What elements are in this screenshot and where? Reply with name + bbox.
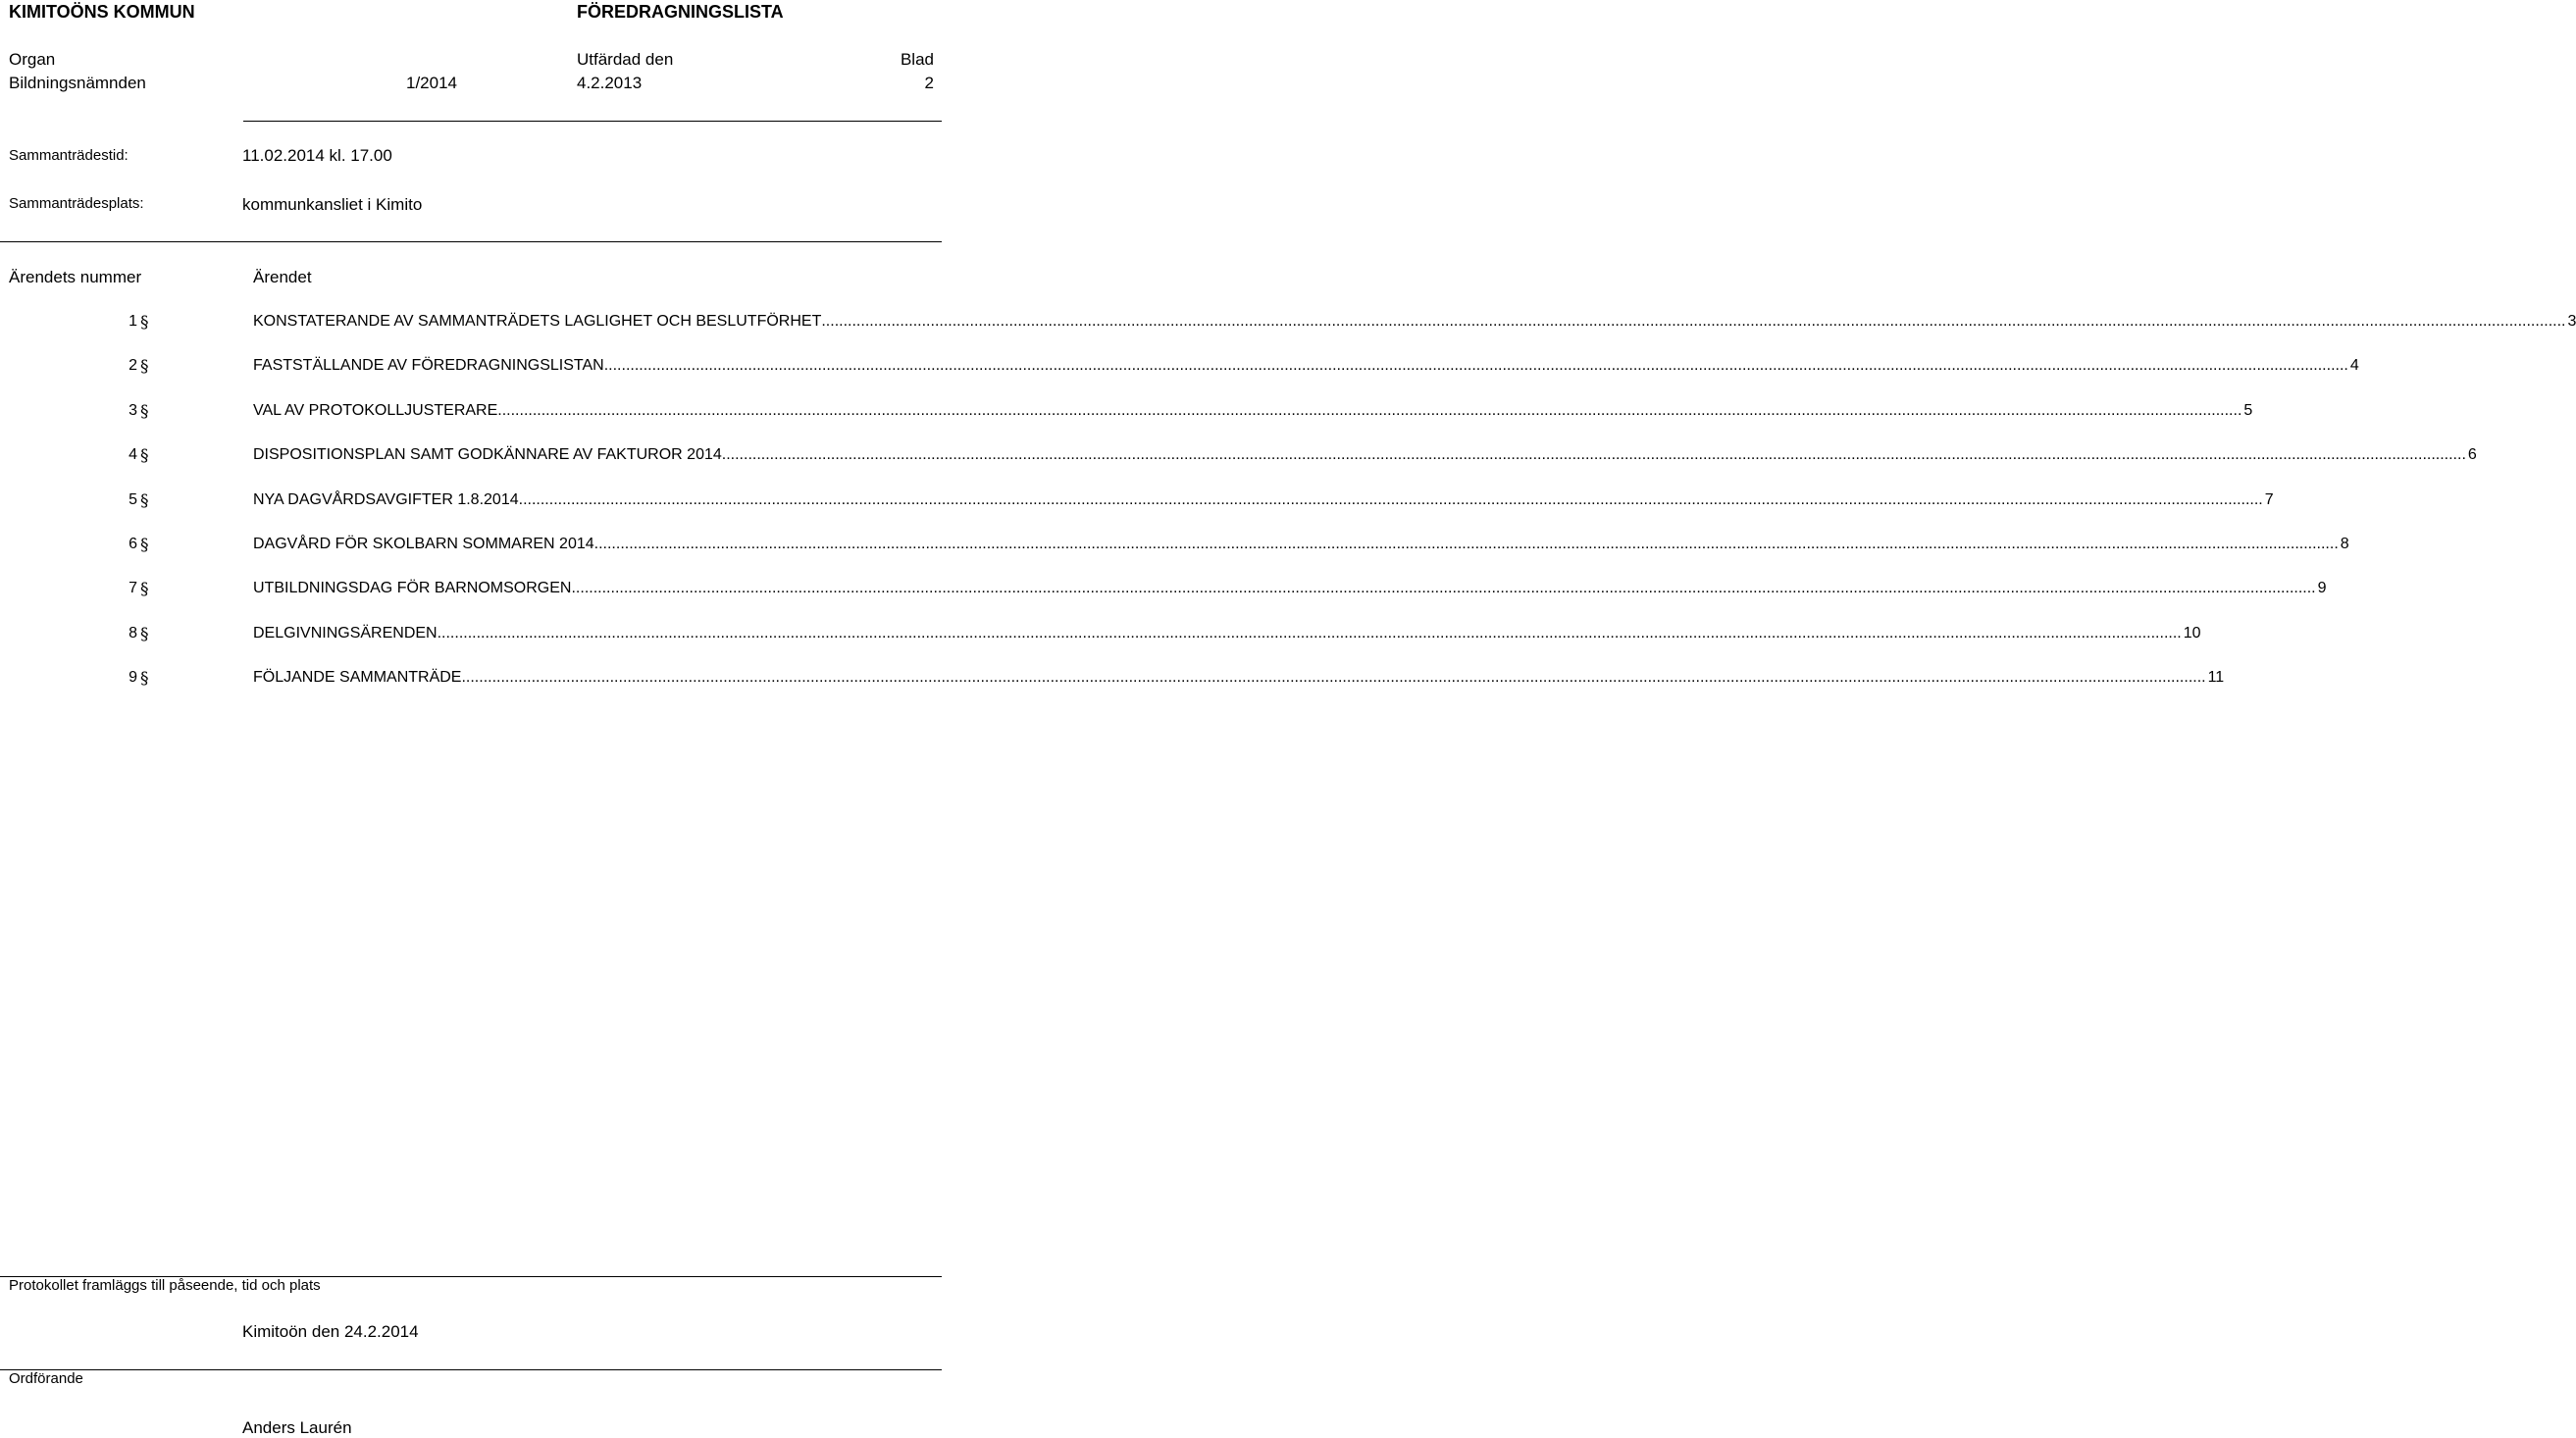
agenda-item	[0, 669, 2225, 693]
agenda-item-page: 10	[2183, 625, 2201, 642]
agenda-item-page: 5	[2243, 402, 2253, 419]
section-symbol: §	[140, 669, 149, 689]
agenda-item-title: KONSTATERANDE AV SAMMANTRÄDETS LAGLIGHET OCH BESLUTFÖRHET	[253, 313, 822, 330]
organ-value: Bildningsnämnden	[9, 74, 146, 92]
agenda-item-number: 9	[129, 669, 137, 686]
dot-leader: ................................................................................................................................................................................................................................................................................................................................................................................................................	[518, 491, 2263, 508]
agenda-item	[0, 357, 2359, 381]
issued-label: Utfärdad den	[577, 50, 674, 69]
agenda-item-title: FASTSTÄLLANDE AV FÖREDRAGNINGSLISTAN	[253, 357, 604, 374]
agenda-item	[0, 536, 2349, 559]
agenda-item-number: 7	[129, 580, 137, 596]
agenda-item-page: 9	[2317, 580, 2327, 596]
agenda-item-title: DELGIVNINGSÄRENDEN	[253, 625, 438, 642]
agenda-item-number: 4	[129, 446, 137, 463]
agenda-item	[0, 446, 2477, 470]
public-label: Protokollet framläggs till påseende, tid och plats	[9, 1277, 321, 1294]
agenda-item-page: 3	[2567, 313, 2576, 330]
dot-leader: ................................................................................................................................................................................................................................................................................................................................................................................................................	[461, 669, 2206, 686]
agenda-item-page: 4	[2349, 357, 2359, 374]
agenda-item-line	[253, 446, 2477, 464]
meeting-time-label: Sammanträdestid:	[9, 147, 129, 164]
agenda-item-title: FÖLJANDE SAMMANTRÄDE	[253, 669, 462, 686]
agenda-item-line	[253, 491, 2274, 509]
dot-leader: ................................................................................................................................................................................................................................................................................................................................................................................................................	[603, 357, 2348, 374]
public-value: Kimitoön den 24.2.2014	[242, 1322, 419, 1341]
meeting-number: 1/2014	[406, 74, 457, 92]
agenda-item-line	[253, 580, 2327, 597]
agenda-item	[0, 313, 2576, 336]
agenda-number-heading: Ärendets nummer	[9, 268, 142, 286]
agenda-item-number: 5	[129, 491, 137, 508]
agenda-item-page: 11	[2207, 669, 2225, 686]
section-symbol: §	[140, 446, 149, 466]
agenda-item	[0, 402, 2253, 426]
agenda-item-line	[253, 402, 2253, 420]
section-symbol: §	[140, 536, 149, 555]
dot-leader: ................................................................................................................................................................................................................................................................................................................................................................................................................	[721, 446, 2466, 463]
agenda-item	[0, 580, 2327, 603]
agenda-item-line	[253, 357, 2359, 375]
agenda-item-number: 8	[129, 625, 137, 642]
agenda-item-page: 8	[2340, 536, 2349, 552]
agenda-item-title: NYA DAGVÅRDSAVGIFTER 1.8.2014	[253, 491, 519, 508]
section-symbol: §	[140, 491, 149, 511]
section-symbol: §	[140, 625, 149, 644]
dot-leader: ................................................................................................................................................................................................................................................................................................................................................................................................................	[821, 313, 2566, 330]
dot-leader: ................................................................................................................................................................................................................................................................................................................................................................................................................	[571, 580, 2316, 596]
issued-value: 4.2.2013	[577, 74, 643, 92]
agenda-item-line	[253, 669, 2225, 687]
section-symbol: §	[140, 357, 149, 377]
agenda-item-title: VAL AV PROTOKOLLJUSTERARE	[253, 402, 498, 419]
agenda-item-line	[253, 625, 2201, 642]
meeting-divider	[0, 241, 942, 242]
page-number: 2	[924, 74, 934, 92]
agenda-item-page: 6	[2467, 446, 2477, 463]
agenda-item-number: 6	[129, 536, 137, 552]
agenda-item	[0, 491, 2274, 515]
chair-value: Anders Laurén	[242, 1418, 352, 1437]
agenda-item-line	[253, 536, 2349, 553]
organ-label: Organ	[9, 50, 56, 69]
agenda-item-line	[253, 313, 2576, 331]
page-label: Blad	[900, 50, 934, 69]
header-divider	[243, 121, 942, 122]
section-symbol: §	[140, 580, 149, 599]
agenda-item-number: 2	[129, 357, 137, 374]
meeting-time-value: 11.02.2014 kl. 17.00	[242, 146, 392, 165]
agenda-item-page: 7	[2264, 491, 2274, 508]
agenda-item-heading: Ärendet	[253, 268, 312, 286]
agenda-item-title: UTBILDNINGSDAG FÖR BARNOMSORGEN	[253, 580, 572, 596]
dot-leader: ................................................................................................................................................................................................................................................................................................................................................................................................................	[437, 625, 2182, 642]
chair-label: Ordförande	[9, 1370, 83, 1387]
agenda-item-number: 3	[129, 402, 137, 419]
dot-leader: ................................................................................................................................................................................................................................................................................................................................................................................................................	[593, 536, 2339, 552]
meeting-place-value: kommunkansliet i Kimito	[242, 195, 423, 214]
section-symbol: §	[140, 402, 149, 422]
agenda-item-title: DAGVÅRD FÖR SKOLBARN SOMMAREN 2014	[253, 536, 594, 552]
agenda-item-title: DISPOSITIONSPLAN SAMT GODKÄNNARE AV FAKTUROR 2014	[253, 446, 722, 463]
dot-leader: ................................................................................................................................................................................................................................................................................................................................................................................................................	[497, 402, 2242, 419]
agenda-item	[0, 625, 2201, 648]
meeting-place-label: Sammanträdesplats:	[9, 195, 144, 212]
org-name: KIMITOÖNS KOMMUN	[9, 2, 195, 22]
chair-divider	[0, 1369, 942, 1370]
section-symbol: §	[140, 313, 149, 333]
agenda-item-number: 1	[129, 313, 137, 330]
doc-type: FÖREDRAGNINGSLISTA	[577, 2, 784, 22]
